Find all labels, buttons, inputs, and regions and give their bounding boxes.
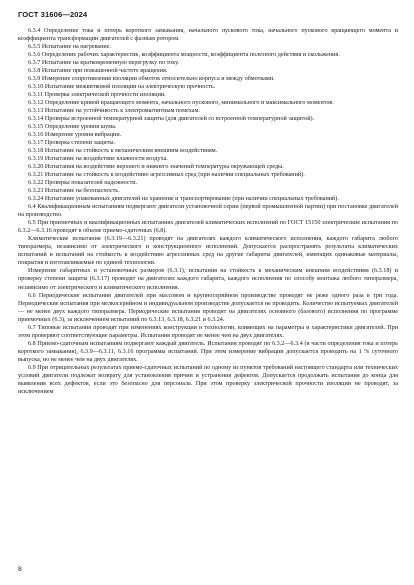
paragraph: 6.3.22 Проверка показателей надежности. (28, 180, 138, 187)
paragraph: 6.3.21 Испытание на стойкость к воздействию агрессивных сред (при наличии специальных требований). (28, 172, 305, 179)
paragraph: 6.3.13 Испытание на устойчивость к электромагнитным помехам. (28, 108, 200, 115)
paragraph: 6.3.19 Испытание на воздействие влажности воздуха. (28, 156, 168, 163)
paragraph: 6.3.14 Проверка встроенной температурной защиты (для двигателей со встроенной температурной защитой). (28, 116, 315, 123)
paragraph: 6.3.9 Измерение сопротивления изоляции обмоток относительно корпуса и между обмотками. (28, 76, 275, 83)
paragraph: 6.8 Приемо-сдаточным испытаниям подвергают каждый двигатель. Испытания проводят по 6.3.2—6.3.4 (в части определения тока и потерь короткого замыкания), 6.3.9—6.3.11, 6.3.16 программы испытаний. При этом измерение вибрации допускается проводить на 1 % суточного выпуска, но не менее чем на двух двигателях. (18, 340, 398, 363)
paragraph: 6.3.8 Испытание при повышенной частоте вращения. (28, 68, 168, 75)
standard-header: ГОСТ 31606—2024 (18, 10, 88, 19)
paragraph: 6.3.5 Испытание на нагревание. (28, 44, 111, 51)
paragraph: 6.3.15 Определение уровня шума. (28, 124, 117, 131)
paragraph: 6.4 Квалификационным испытаниям подвергают двигатели установочной серии (первой промышленной партии) при постановке двигателей на производство. (18, 204, 398, 219)
paragraph: 6.3.4 Определение тока и потерь короткого замыкания, начального пускового тока, начального пускового вращающего момента и коэффициента трансформации двигателей с фазным ротором. (18, 28, 398, 43)
paragraph: 6.3.10 Испытание межвитковой изоляции на электрическую прочность. (28, 84, 216, 91)
paragraph: 6.3.16 Измерение уровня вибрации. (28, 132, 122, 139)
page-number: 8 (18, 566, 22, 573)
body-text (18, 27, 398, 396)
paragraph: 6.3.17 Проверка степени защиты. (28, 140, 116, 147)
paragraph: Климатические испытания (6.3.19—6.3.21) проводят на двигателях каждого климатического исполнения, каждого габарита любого типоразмера, независимо от электрического и конструкционного исполнений. Допускается распространять результаты климатических испытаний и испытаний на стойкость к воздействию агрессивных сред на другие габариты двигателей, имеющих одинаковые материалы, покрытия и изготавливаемые по единой технологии. (18, 236, 398, 267)
paragraph: 6.3.20 Испытания на воздействие верхнего и нижнего значений температуры окружающей среды. (28, 164, 284, 171)
paragraph: 6.5 При приемочных и квалификационных испытаниях двигателей климатических исполнений по ГОСТ 15150 электрические испытания по 6.3.2—6.3.16 проводят в объеме приемо-сдаточных (6.8). (18, 220, 398, 235)
paragraph: 6.3.23 Испытание на безопасность. (28, 188, 120, 195)
paragraph: 6.7 Типовые испытания проводят при изменениях конструкции и технологии, влияющих на параметры и характеристики двигателей. При этом проверяют соответствующие параметры. Испытания проводят не менее чем на двух двигателях. (18, 324, 398, 339)
paragraph: 6.6 Периодические испытания двигателей при массовом и крупносерийном производстве проводят не реже одного раза в три года. Периодические испытания при мелкосерийном и индивидуальном производстве допускается не проводить. Количество испытуемых двигателей — не менее двух каждого типоразмера. Периодические испытания проводят на двигателях основного (базового) исполнения по программе приемочных (6.3), за исключением испытаний по 6.3.13, 6.3.18, 6.3.21 и 6.3.24. (18, 292, 398, 323)
paragraph: 6.3.12 Определение кривой вращающего момента, начального пускового, минимального и максимального моментов. (28, 100, 334, 107)
paragraph: 6.3.6 Определение рабочих характеристик, коэффициента мощности, коэффициента полезного действия и скольжения. (28, 52, 340, 59)
paragraph: Измерение габаритных и установочных размеров (6.3.1), испытания на стойкость к механическим внешним воздействиям (6.3.18) и проверку степени защиты (6.3.17) проводят на двигателях каждого габарита, каждого исполнения по способу монтажа любого типоразмера, независимо от электрического и климатического исполнения. (18, 268, 398, 291)
paragraph: 6.3.7 Испытание на кратковременную перегрузку по току. (28, 60, 180, 67)
paragraph: 6.3.24 Испытание упакованных двигателей на хранение и транспортирование (при наличии специальных требований). (28, 196, 339, 203)
paragraph: 6.3.18 Испытание на стойкость к механическим внешним воздействиям. (28, 148, 218, 155)
paragraph: 6.3.11 Проверка электрической прочности изоляции. (28, 92, 166, 99)
paragraph: 6.9 При отрицательных результатах приемо-сдаточных испытаний по одному из пунктов требований настоящего стандарта или технических условий двигатели подлежат возврату для установления причин и устранения дефектов. Допускается продолжать испытания до конца для выявления всех дефектов, если это безопасно для персонала. При этом проверку электрической прочности изоляции не проводят, за исключением (18, 364, 398, 395)
